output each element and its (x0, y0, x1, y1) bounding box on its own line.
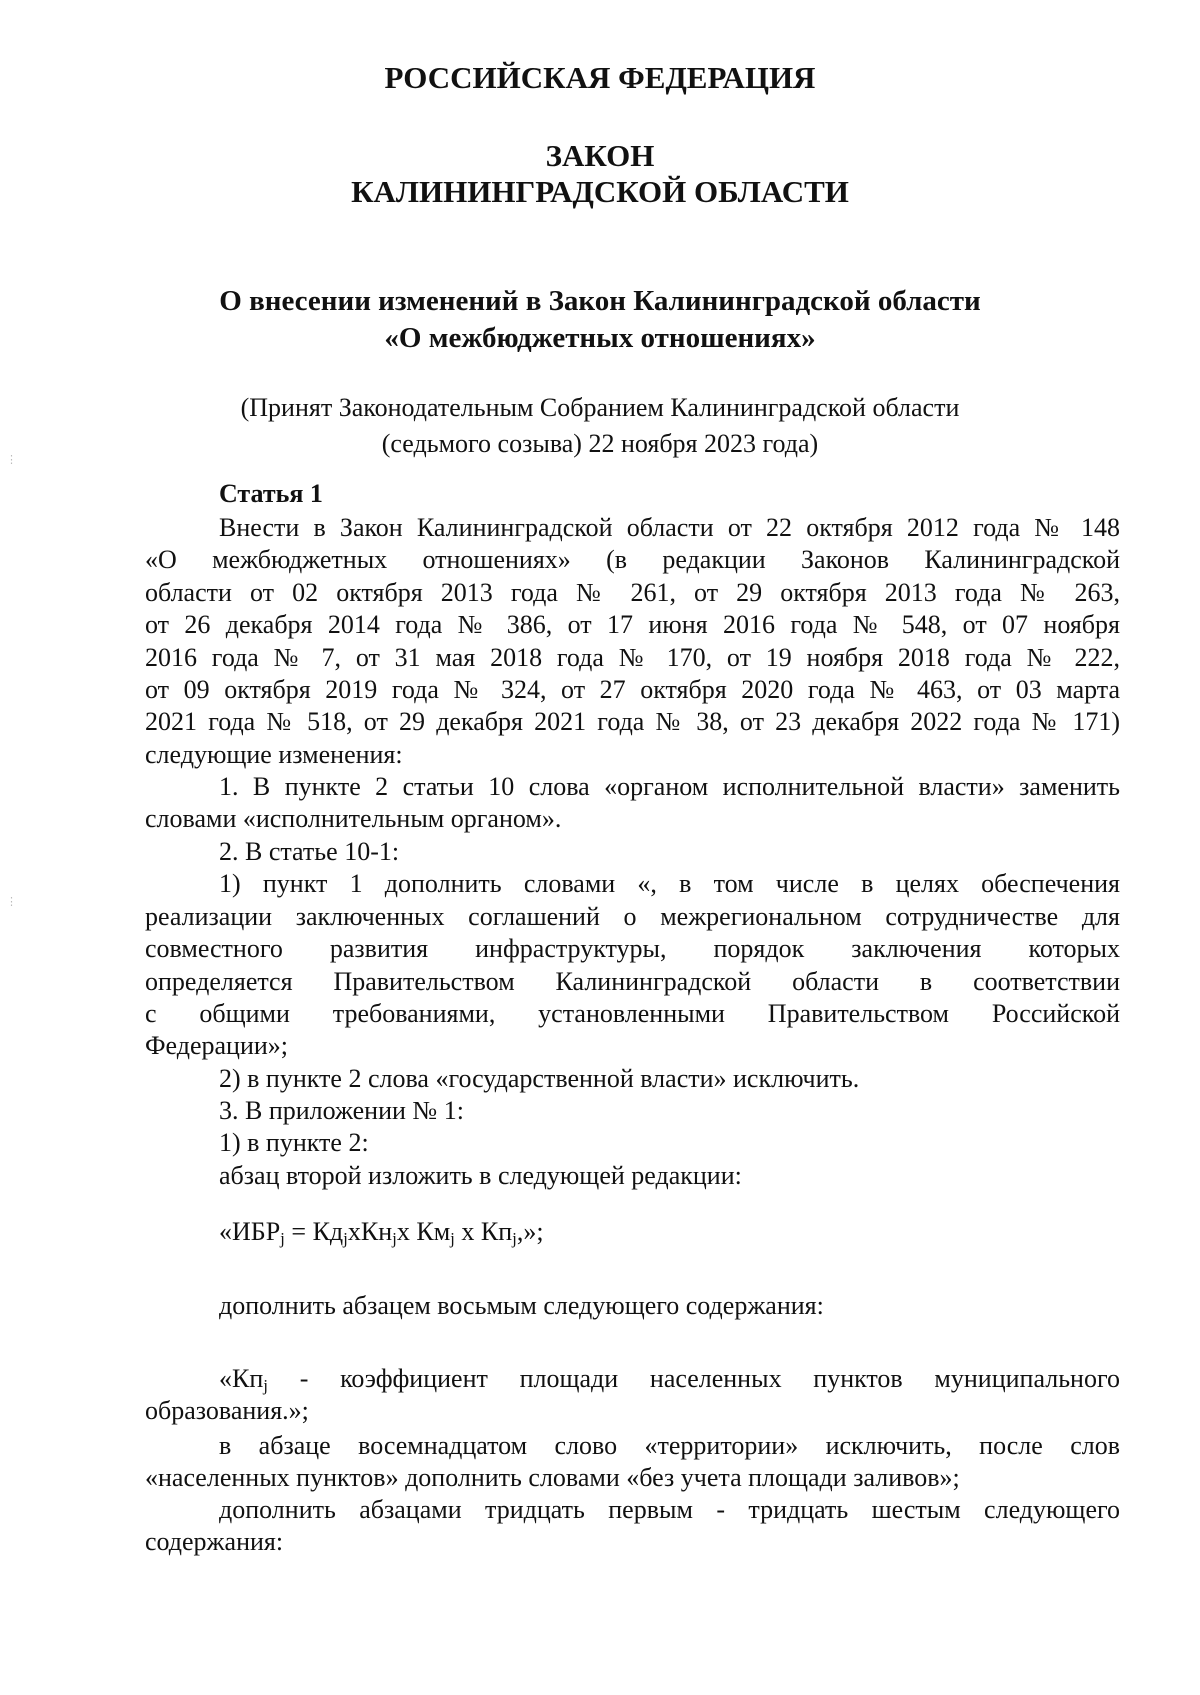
add-paragraph-8: дополнить абзацем восьмым следующего содержания: (219, 1291, 824, 1320)
formula-subscript: j (512, 1229, 517, 1248)
text-line: абзац второй изложить в следующей редакции: (219, 1160, 742, 1190)
text-line: от 26 декабря 2014 года № 386, от 17 июня 2016 года № 548, от 07 ноября (145, 610, 1120, 640)
law-title (0, 283, 1200, 357)
text-line: Внести в Закон Калининградской области от 22 октября 2012 года № 148 (219, 513, 1120, 542)
adoption-note-line: (Принят Законодательным Собранием Калининградской области (240, 393, 960, 422)
formula-part: = Кд (284, 1217, 344, 1246)
text-line: 2016 года № 7, от 31 мая 2018 года № 170, от 19 ноября 2018 года № 222, (145, 642, 1120, 672)
text-line: реализации заключенных соглашений о межрегиональном сотрудничестве для (145, 901, 1120, 931)
item-1 (145, 771, 1120, 836)
formula-part: «ИБР (219, 1217, 281, 1246)
scan-margin-mark: ⋮ (6, 454, 17, 466)
item-2 (145, 836, 1120, 1095)
text-line: образования.»; (145, 1396, 309, 1426)
text-line: 2021 года № 518, от 29 декабря 2021 года № 38, от 23 декабря 2022 года № 171) (145, 707, 1120, 737)
formula-subscript: j (263, 1376, 268, 1395)
adoption-note-line: (седьмого созыва) 22 ноября 2023 года) (381, 429, 819, 458)
formula-part: ,»; (516, 1217, 544, 1246)
article-heading: Статья 1 (219, 479, 323, 508)
adoption-note (0, 390, 1200, 462)
scan-margin-mark: ⋮ (6, 896, 17, 908)
text-line: 3. В приложении № 1: (219, 1096, 464, 1125)
text-line: совместного развития инфраструктуры, порядок заключения которых (145, 934, 1120, 964)
law-title-line: О внесении изменений в Закон Калининградской области (219, 285, 981, 317)
formula-subscript: j (392, 1229, 397, 1248)
country-heading: РОССИЙСКАЯ ФЕДЕРАЦИЯ (384, 60, 816, 95)
text-line: с общими требованиями, установленными Правительством Российской (145, 999, 1120, 1029)
formula-part: «Кп (219, 1364, 264, 1393)
formula-subscript: j (343, 1229, 348, 1248)
text-line: определяется Правительством Калининградской области в соответствии (145, 966, 1120, 996)
text-line: следующие изменения: (145, 739, 403, 769)
formula-subscript: j (280, 1229, 285, 1248)
item-3 (145, 1095, 1120, 1192)
text-line: 2. В статье 10-1: (219, 837, 400, 866)
article-intro (145, 512, 1120, 771)
text-line: содержания: (145, 1527, 284, 1557)
text-line: области от 02 октября 2013 года № 261, от 29 октября 2013 года № 263, (145, 577, 1120, 607)
kp-definition (145, 1363, 1120, 1428)
law-label: ЗАКОН (545, 138, 655, 173)
paragraphs-31-36-add (145, 1494, 1120, 1559)
text-line: словами «исполнительным органом». (145, 804, 562, 834)
text-line: «населенных пунктов» дополнить словами «без учета площади заливов»; (145, 1463, 960, 1493)
formula-part: х Км (396, 1217, 451, 1246)
text-line: 1. В пункте 2 статьи 10 слова «органом исполнительной власти» заменить (219, 772, 1120, 801)
formula-part: - коэффициент площади населенных пунктов муниципального (268, 1364, 1120, 1393)
formula-subscript: j (450, 1229, 455, 1248)
formula-ibr (219, 1216, 1119, 1248)
formula-part: хКн (347, 1217, 393, 1246)
law-region: КАЛИНИНГРАДСКОЙ ОБЛАСТИ (351, 174, 849, 209)
text-line: в абзаце восемнадцатом слово «территории» исключить, после слов (219, 1431, 1120, 1460)
text-line: Федерации»; (145, 1031, 289, 1061)
text-line: «О межбюджетных отношениях» (в редакции Законов Калининградской (145, 545, 1120, 575)
text-line (145, 1363, 1120, 1395)
paragraph-18-change (145, 1430, 1120, 1495)
text-line: дополнить абзацами тридцать первым - тридцать шестым следующего (219, 1495, 1120, 1524)
text-line: 2) в пункте 2 слова «государственной власти» исключить. (219, 1063, 860, 1093)
text-line: 1) в пункте 2: (219, 1128, 369, 1158)
text-line: от 09 октября 2019 года № 324, от 27 октября 2020 года № 463, от 03 марта (145, 675, 1120, 705)
formula-part: х Кп (454, 1217, 513, 1246)
text-line: 1) пункт 1 дополнить словами «, в том числе в целях обеспечения (219, 869, 1120, 899)
law-title-line: «О межбюджетных отношениях» (384, 322, 816, 354)
